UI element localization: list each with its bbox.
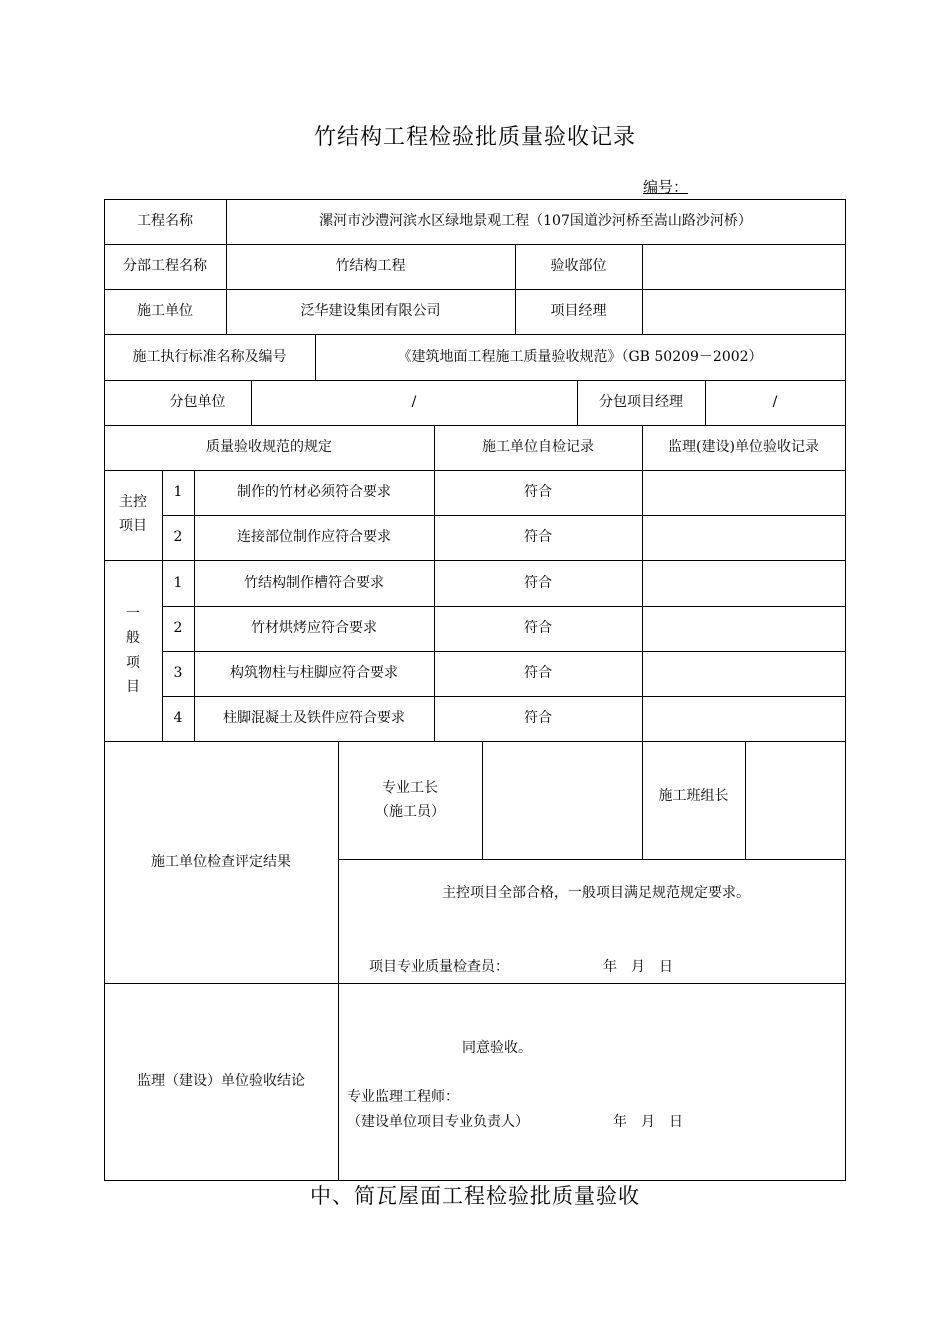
project-name-value: 漯河市沙澧河滨水区绿地景观工程（107国道沙河桥至嵩山路沙河桥） — [319, 213, 752, 230]
contractor-eval-date: 年 月 日 — [603, 959, 673, 975]
table-row-no: 2 — [173, 620, 183, 637]
owner-representative-label: （建设单位项目专业负责人） — [347, 1114, 529, 1130]
table-row-item: 制作的竹材必须符合要求 — [237, 484, 391, 501]
sub-manager-value: / — [772, 394, 778, 411]
record-number-label: 编号： — [643, 178, 689, 196]
column-header-spec: 质量验收规范的规定 — [206, 439, 332, 456]
contractor-conclusion: 主控项目全部合格，一般项目满足规范规定要求。 — [442, 885, 750, 901]
team-leader-label: 施工班组长 — [658, 787, 729, 804]
foreman-line: 专业工长 — [382, 779, 438, 796]
acceptance-part-value — [642, 244, 845, 289]
document-title: 竹结构工程检验批质量验收记录 — [313, 125, 636, 150]
table-row-result: 符合 — [524, 620, 552, 637]
sub-project-label: 分部工程名称 — [123, 258, 207, 275]
table-row-item: 柱脚混凝土及铁件应符合要求 — [223, 710, 405, 727]
table-row-item: 连接部位制作应符合要求 — [237, 529, 391, 546]
table-row-result: 符合 — [524, 665, 552, 682]
general-items-label-line: 一 — [126, 605, 140, 622]
acceptance-part-label: 验收部位 — [550, 258, 607, 275]
next-section-title: 中、简瓦屋面工程检验批质量验收 — [310, 1184, 640, 1208]
table-row-no: 1 — [173, 574, 183, 591]
project-name-label: 工程名称 — [137, 213, 193, 230]
supervising-engineer-label: 专业监理工程师： — [347, 1089, 459, 1105]
table-row-no: 2 — [173, 529, 183, 546]
general-items-group-label — [104, 560, 162, 741]
foreman-line: （施工员） — [375, 804, 445, 820]
standard-label: 施工执行标准名称及编号 — [132, 348, 287, 365]
table-row-result: 符合 — [524, 574, 552, 591]
sub-project-value: 竹结构工程 — [335, 258, 406, 275]
table-row-result: 符合 — [524, 529, 552, 546]
supervisor-conclusion: 同意验收。 — [462, 1040, 532, 1056]
column-header-self-check: 施工单位自检记录 — [482, 439, 594, 456]
contractor-value: 泛华建设集团有限公司 — [300, 303, 441, 320]
supervisor-eval-label: 监理（建设）单位验收结论 — [137, 1073, 305, 1090]
subcontractor-value: / — [411, 394, 417, 411]
main-items-group-label — [104, 470, 162, 560]
table-row-no: 3 — [173, 665, 183, 682]
sub-manager-label: 分包项目经理 — [599, 394, 683, 411]
table-row-item: 竹结构制作槽符合要求 — [244, 574, 384, 591]
general-items-label-line: 目 — [126, 679, 140, 695]
general-items-label-line: 般 — [126, 630, 140, 646]
contractor-label: 施工单位 — [137, 303, 193, 320]
project-manager-value — [642, 289, 845, 334]
main-items-label-line: 项目 — [119, 518, 147, 534]
main-items-label-line: 主控 — [119, 494, 147, 511]
supervisor-eval-date: 年 月 日 — [613, 1114, 683, 1130]
foreman-label — [338, 741, 482, 859]
general-items-label-line: 项 — [126, 654, 140, 671]
contractor-eval-label: 施工单位检查评定结果 — [151, 853, 291, 870]
table-row-no: 1 — [173, 484, 183, 501]
standard-value: 《建筑地面工程施工质量验收规范》（GB 50209－2002） — [397, 348, 763, 365]
subcontractor-label: 分包单位 — [169, 394, 226, 411]
column-header-supervisor: 监理(建设)单位验收记录 — [668, 439, 819, 456]
table-row-item: 构筑物柱与柱脚应符合要求 — [230, 665, 398, 682]
quality-inspector-label: 项目专业质量检查员： — [369, 959, 509, 975]
project-manager-label: 项目经理 — [550, 303, 607, 320]
table-row-result: 符合 — [524, 710, 552, 727]
table-row-result: 符合 — [524, 484, 552, 501]
table-row-item: 竹材烘烤应符合要求 — [251, 620, 377, 637]
table-row-no: 4 — [173, 710, 183, 727]
